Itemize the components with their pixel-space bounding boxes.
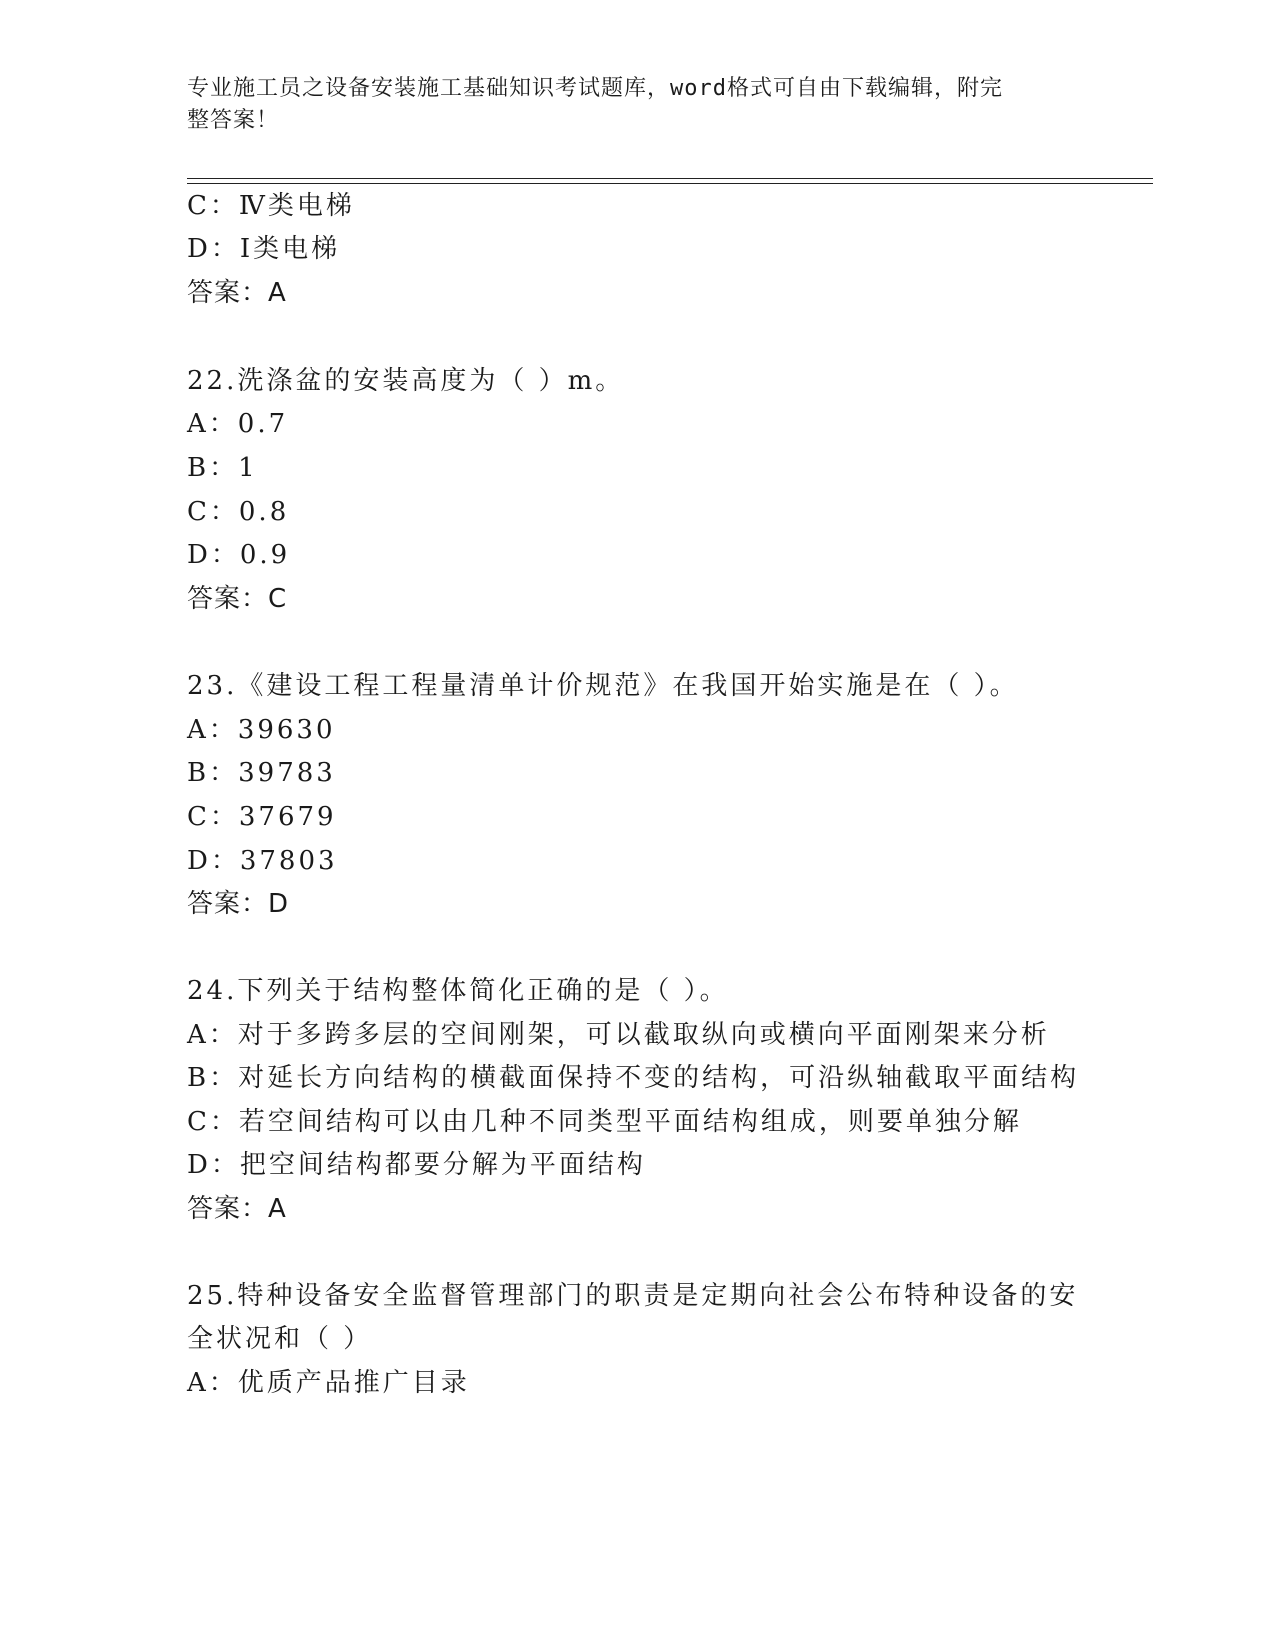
q23-answer: 答案：D — [187, 889, 290, 919]
q24-stem: 24.下列关于结构整体简化正确的是（ ）。 — [187, 976, 729, 1006]
q22-answer: 答案：C — [187, 584, 288, 614]
q22-option-b: B：1 — [187, 453, 258, 483]
q24-option-b: B：对延长方向结构的横截面保持不变的结构，可沿纵轴截取平面结构 — [187, 1063, 1080, 1093]
q24-option-c: C：若空间结构可以由几种不同类型平面结构组成，则要单独分解 — [187, 1107, 1022, 1137]
q24-answer: 答案：A — [187, 1194, 287, 1224]
q22-option-d: D：0.9 — [187, 540, 291, 570]
q23-stem: 23.《建设工程工程量清单计价规范》在我国开始实施是在（ ）。 — [187, 671, 1019, 701]
q22-stem: 22.洗涤盆的安装高度为（ ）m。 — [187, 366, 625, 396]
prev-answer: 答案：A — [187, 278, 287, 308]
header-line-2: 整答案！ — [187, 108, 280, 133]
q23-option-d: D：37803 — [187, 846, 338, 876]
header-line-1: 专业施工员之设备安装施工基础知识考试题库，word格式可自由下载编辑，附完 — [187, 76, 1003, 101]
q23-option-a: A：39630 — [187, 715, 336, 745]
document-header — [187, 73, 1067, 137]
q25-option-a: A：优质产品推广目录 — [187, 1368, 470, 1398]
prev-option-d: D：Ⅰ类电梯 — [187, 234, 341, 264]
q23-option-b: B：39783 — [187, 758, 336, 788]
q24-option-a: A：对于多跨多层的空间刚架，可以截取纵向或横向平面刚架来分析 — [187, 1020, 1050, 1050]
q25-stem-line-1: 25.特种设备安全监督管理部门的职责是定期向社会公布特种设备的安 — [187, 1281, 1079, 1311]
q23-option-c: C：37679 — [187, 802, 337, 832]
prev-option-c: C：Ⅳ类电梯 — [187, 191, 355, 221]
header-divider-top — [187, 178, 1153, 179]
q22-option-c: C：0.8 — [187, 497, 290, 527]
q24-option-d: D：把空间结构都要分解为平面结构 — [187, 1150, 646, 1180]
q22-option-a: A：0.7 — [187, 409, 289, 439]
q25-stem-line-2: 全状况和（ ） — [187, 1324, 373, 1354]
header-divider-bottom — [187, 183, 1153, 184]
